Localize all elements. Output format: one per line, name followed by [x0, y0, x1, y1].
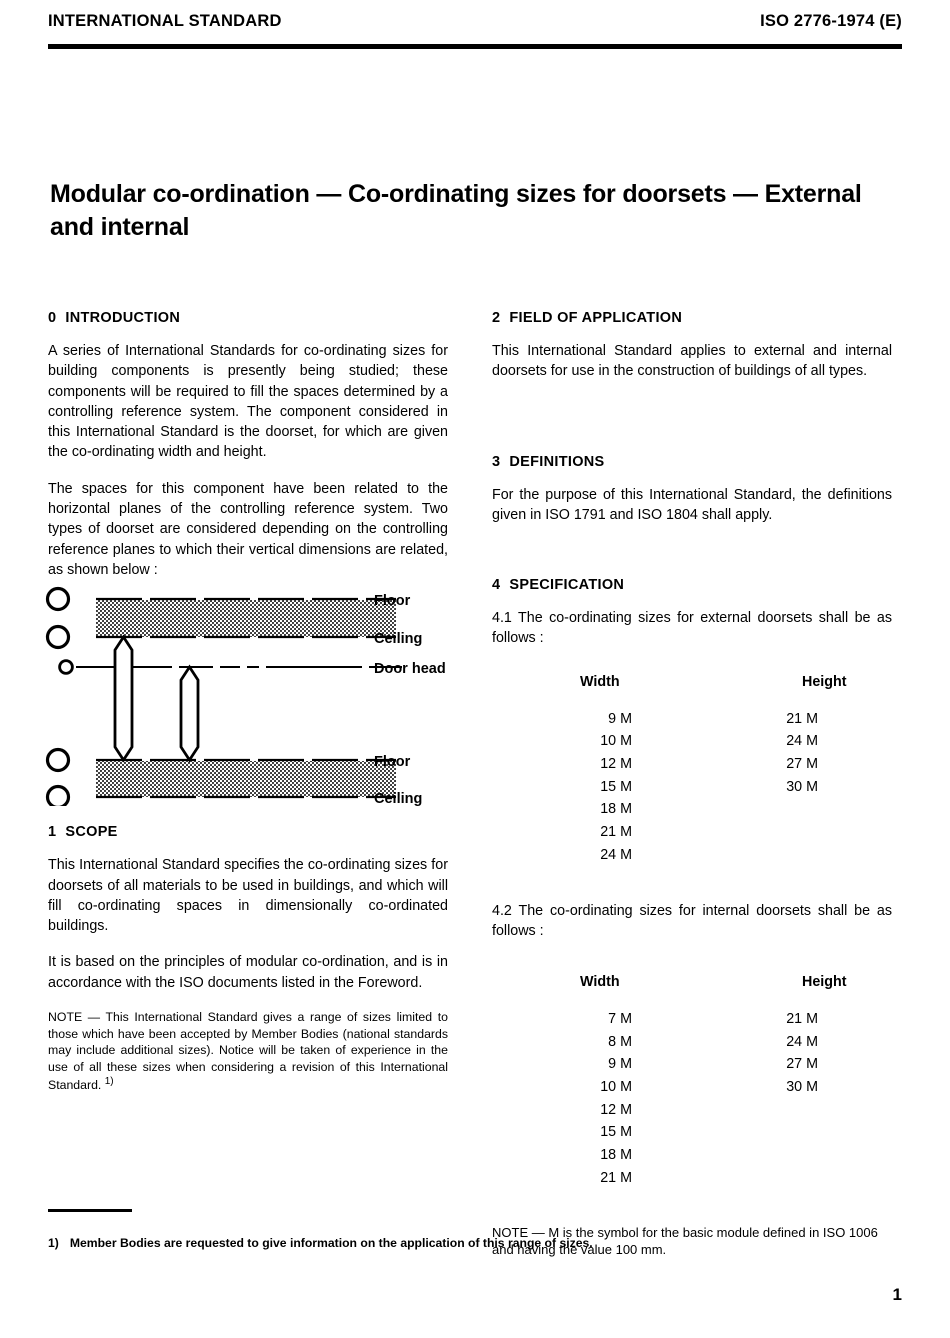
width-value: 7 M — [608, 1010, 632, 1027]
section-heading-field-of-application — [492, 310, 892, 326]
header-standard-label: INTERNATIONAL STANDARD — [48, 12, 282, 30]
doorset-reference-diagram — [44, 586, 456, 806]
table-row — [492, 1167, 892, 1190]
width-value: 21 M — [600, 1169, 632, 1186]
width-value: 15 M — [600, 1124, 632, 1141]
width-value: 12 M — [600, 1101, 632, 1118]
width-value: 24 M — [600, 846, 632, 863]
internal-doorsets-table — [492, 971, 892, 1189]
table-header-row — [492, 971, 892, 1008]
table-row — [492, 821, 892, 844]
section-title-specification: SPECIFICATION — [509, 577, 625, 594]
scope-note — [48, 1009, 448, 1094]
width-value: 18 M — [600, 801, 632, 818]
table-row — [492, 708, 892, 731]
width-value: 15 M — [600, 778, 632, 795]
section-heading-scope — [48, 824, 448, 840]
page-title: Modular co-ordination — Co-ordinating sizes for doorsets — External and internal — [50, 180, 862, 241]
table-row — [492, 730, 892, 753]
column-header-width: Width — [580, 974, 620, 991]
height-value: 30 M — [786, 778, 818, 795]
width-value: 10 M — [600, 1079, 632, 1095]
height-value: 30 M — [786, 1079, 818, 1095]
reference-marker-door-head — [60, 661, 73, 674]
footnote — [48, 1236, 868, 1252]
header-divider-rule — [48, 44, 902, 49]
table-row — [492, 1144, 892, 1167]
header-standard-number: ISO 2776-1974 (E) — [760, 12, 902, 30]
width-value: 8 M — [608, 1033, 632, 1050]
scope-paragraph-1: This International Standard specifies the co-ordinating sizes for doorsets of all materials to be used in buildings, and which will fill co-ordinating spaces in dimensionally co-ordinated buildings. — [48, 857, 448, 935]
height-value: 21 M — [786, 710, 818, 727]
diagram-label-floor-top: Floor — [374, 593, 411, 609]
clause-4-2-text: 4.2 The co-ordinating sizes for internal doorsets shall be as follows : — [492, 902, 892, 939]
scope-note-footnote-marker: 1) — [104, 1076, 114, 1088]
dimension-arrow-internal — [181, 667, 198, 760]
column-header-width: Width — [580, 673, 620, 690]
section-number-4: 4 — [492, 577, 501, 594]
upper-slab — [96, 599, 396, 637]
width-value: 9 M — [608, 710, 632, 727]
height-value: 27 M — [786, 755, 818, 772]
table-row — [492, 1008, 892, 1031]
external-doorsets-table — [492, 671, 892, 867]
table-header-row — [492, 671, 892, 708]
introduction-paragraph-2: The spaces for this component have been related to the horizontal planes of the controlling reference system. Two types of doorset are considered depending on the controlling reference planes to which their vertical dimensions are related, as shown below : — [48, 480, 448, 578]
height-value: 24 M — [786, 733, 818, 750]
spacer — [492, 398, 892, 454]
section-title-field-of-application: FIELD OF APPLICATION — [509, 310, 683, 326]
table-row — [492, 753, 892, 776]
table-row — [492, 1121, 892, 1144]
clause-4-1-text: 4.1 The co-ordinating sizes for external doorsets shall be as follows : — [492, 610, 892, 647]
column-header-height: Height — [802, 974, 847, 991]
table-row — [492, 1099, 892, 1122]
height-value — [632, 1167, 818, 1190]
specification-note: NOTE — M is the symbol for the basic module defined in ISO 1006 and having the value 100 mm. — [492, 1224, 878, 1258]
height-value — [632, 844, 818, 867]
right-column — [492, 310, 892, 1259]
scope-paragraph-2: It is based on the principles of modular co-ordination, and is in accordance with the ISO documents listed in the Foreword. — [48, 954, 448, 991]
height-value: 24 M — [786, 1033, 818, 1050]
height-value — [632, 798, 818, 821]
dimension-arrow-external — [115, 637, 132, 760]
height-value: 27 M — [786, 1056, 818, 1073]
height-value — [632, 1121, 818, 1144]
page-number: 1 — [892, 1285, 902, 1304]
diagram-label-door-head: Door head — [374, 661, 446, 677]
height-value — [632, 1144, 818, 1167]
column-header-height: Height — [802, 673, 847, 690]
reference-marker-floor-top — [48, 589, 69, 610]
introduction-paragraph-1: A series of International Standards for co-ordinating sizes for building components is presently being studied; these components will be required to fill the spaces determined by a controlling reference system. The component considered in this International Standard is the doorset, for which are given the co-ordinating width and height. — [48, 343, 448, 461]
width-value: 9 M — [608, 1056, 632, 1073]
height-value: 21 M — [786, 1010, 818, 1027]
diagram-label-floor-bottom: Floor — [374, 754, 411, 770]
reference-marker-ceiling-top — [48, 627, 69, 648]
height-value — [632, 1099, 818, 1122]
section-heading-definitions — [492, 454, 892, 470]
section-number-1: 1 — [48, 824, 57, 841]
section-heading-specification — [492, 577, 892, 593]
scope-note-text: NOTE — This International Standard gives a range of sizes limited to those which have been accepted by Member Bodies (national standards may include additional sizes). Notice will be taken of experience in the use of all these sizes when considering a revision of this International Standard. — [48, 1010, 448, 1093]
table-row — [492, 1053, 892, 1076]
reference-marker-floor-bottom — [48, 750, 69, 771]
width-value: 12 M — [600, 755, 632, 772]
spacer — [492, 541, 892, 577]
section-number-2: 2 — [492, 310, 501, 326]
section-title-definitions: DEFINITIONS — [509, 453, 605, 470]
footnote-text: Member Bodies are requested to give information on the application of this range of sizes. — [69, 1236, 593, 1250]
section-heading-introduction — [48, 310, 448, 326]
table-row — [492, 1076, 892, 1099]
definitions-paragraph-1: For the purpose of this International Standard, the definitions given in ISO 1791 and ISO 1804 shall apply. — [492, 486, 892, 523]
table-row — [492, 844, 892, 867]
width-value: 18 M — [600, 1147, 632, 1164]
diagram-label-ceiling-top: Ceiling — [374, 631, 423, 647]
footnote-divider-rule — [48, 1209, 132, 1212]
reference-marker-ceiling-bottom — [48, 787, 69, 807]
width-value: 21 M — [600, 824, 632, 841]
section-title-scope: SCOPE — [65, 824, 118, 841]
field-of-application-paragraph-1: This International Standard applies to external and internal doorsets for use in the construction of buildings of all types. — [492, 343, 892, 380]
section-number-0: 0 — [48, 310, 57, 326]
footnote-marker: 1) — [48, 1236, 59, 1250]
lower-slab — [96, 760, 396, 797]
height-value — [632, 821, 818, 844]
page-header — [48, 12, 902, 31]
table-row — [492, 798, 892, 821]
width-value: 10 M — [600, 733, 632, 750]
section-number-3: 3 — [492, 453, 501, 470]
diagram-label-ceiling-bottom: Ceiling — [374, 791, 423, 806]
table-row — [492, 776, 892, 799]
section-title-introduction: INTRODUCTION — [65, 310, 181, 326]
table-row — [492, 1031, 892, 1054]
